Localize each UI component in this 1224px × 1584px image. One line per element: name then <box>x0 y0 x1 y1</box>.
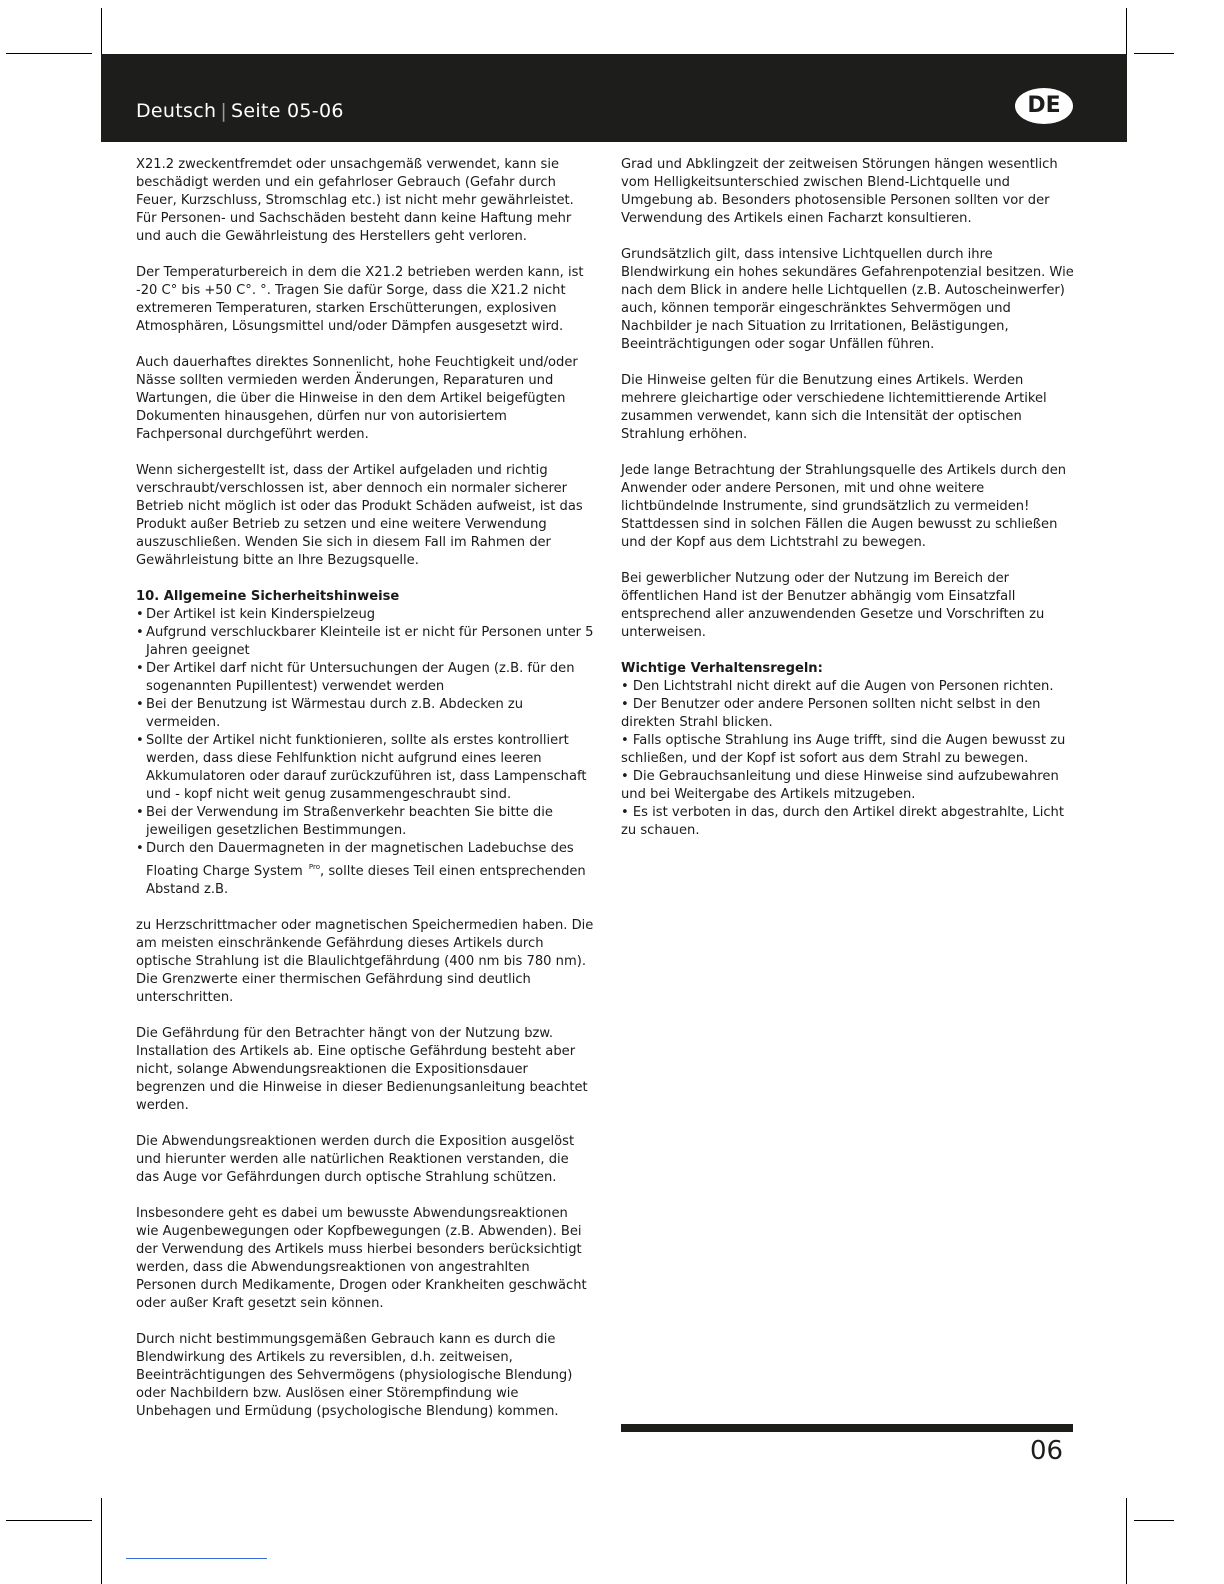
list-item: • Der Artikel darf nicht für Untersuchungen der Augen (z.B. für den sogenannten Pupillentest) verwendet werden <box>136 660 594 696</box>
header-separator: | <box>220 100 228 122</box>
page-header <box>101 54 1127 142</box>
list-item-text: , sollte dieses Teil einen entsprechenden Abstand z.B. <box>146 864 586 897</box>
paragraph: zu Herzschrittmacher oder magnetischen Speichermedien haben. Die am meisten einschränkende Gefährdung dieses Artikels durch optische Strahlung ist die Blaulichtgefährdung (400 nm bis 780 nm). Die Grenzwerte einer thermischen Gefährdung sind deutlich unterschritten. <box>136 918 594 1005</box>
paragraph: Grad und Abklingzeit der zeitweisen Störungen hängen wesentlich vom Helligkeitsunterschied zwischen Blend-Lichtquelle und Umgebung ab. Besonders photosensible Personen sollten vor der Verwendung des Artikels einen Facharzt konsultieren. <box>621 157 1058 226</box>
paragraph: Die Abwendungsreaktionen werden durch die Exposition ausgelöst und hierunter werden alle natürlichen Reaktionen verstanden, die das Auge vor Gefährdungen durch optische Strahlung schützen. <box>136 1134 575 1185</box>
paragraph: Auch dauerhaftes direktes Sonnenlicht, hohe Feuchtigkeit und/oder Nässe sollten vermieden werden Änderungen, Reparaturen und Wartungen, die über die Hinweise in den dem Artikel beigefügten Dokumenten hinausgehen, dürfen nur von autorisiertem Fachpersonal durchgeführt werden. <box>136 355 578 442</box>
header-title <box>136 100 344 122</box>
list-item: • Sollte der Artikel nicht funktionieren, sollte als erstes kontrolliert werden, dass diese Fehlfunktion nicht aufgrund eines leeren Akkumulatoren oder darauf zurückzuführen ist, dass Lampenschaft und - kopf nicht weit genug zusammengeschraubt sind. <box>136 732 594 804</box>
list-item-text: Durch den Dauermagneten in der magnetischen Ladebuchse des Floating Charge System <box>146 841 574 879</box>
header-pages: Seite 05-06 <box>231 100 344 122</box>
crop-mark <box>6 53 92 54</box>
right-column <box>621 156 1077 840</box>
paragraph: Die Gefährdung für den Betrachter hängt von der Nutzung bzw. Installation des Artikels ab. Eine optische Gefährdung besteht aber nicht, solange Abwendungsreaktionen die Expositionsdauer begrenzen und die Hinweise in dieser Bedienungsanleitung beachtet werden. <box>136 1026 588 1113</box>
language-badge: DE <box>1015 88 1073 124</box>
crop-mark <box>1134 1520 1174 1521</box>
page-number: 06 <box>1030 1436 1064 1466</box>
header-language: Deutsch <box>136 100 217 122</box>
paragraph: Bei gewerblicher Nutzung oder der Nutzung im Bereich der öffentlichen Hand ist der Benutzer abhängig vom Einsatzfall entsprechend aller anzuwendenden Gesetze und Vorschriften zu unterweisen. <box>621 571 1045 640</box>
paragraph: Wenn sichergestellt ist, dass der Artikel aufgeladen und richtig verschraubt/verschlossen ist, aber dennoch ein normaler sicherer Betrieb nicht möglich ist oder das Produkt Schäden aufweist, ist das Produkt außer Betrieb zu setzen und eine weitere Verwendung auszuschließen. Wenden Sie sich in diesem Fall im Rahmen der Gewährleistung bitte an Ihre Bezugsquelle. <box>136 463 583 568</box>
paragraph: Grundsätzlich gilt, dass intensive Lichtquellen durch ihre Blendwirkung ein hohes sekundäres Gefahrenpotenzial besitzen. Wie nach dem Blick in andere helle Lichtquellen (z.B. Autoscheinwerfer) auch, können temporär eingeschränktes Sehvermögen und Nachbilder je nach Situation zu Irritationen, Belästigungen, Beeinträchtigungen oder sogar Unfällen führen. <box>621 247 1074 352</box>
list-item: • Falls optische Strahlung ins Auge trifft, sind die Augen bewusst zu schließen, und der Kopf ist sofort aus dem Strahl zu bewegen. <box>621 732 1077 768</box>
list-item: • Den Lichtstrahl nicht direkt auf die Augen von Personen richten. <box>621 678 1077 696</box>
decorative-line <box>126 1558 267 1559</box>
paragraph: Insbesondere geht es dabei um bewusste Abwendungsreaktionen wie Augenbewegungen oder Kopfbewegungen (z.B. Abwenden). Bei der Verwendung des Artikels muss hierbei besonders berücksichtigt werden, dass die Abwendungsreaktionen von angestrahlten Personen durch Medikamente, Drogen oder Krankheiten geschwächt oder außer Kraft gesetzt sein können. <box>136 1206 587 1311</box>
list-item: • Bei der Verwendung im Straßenverkehr beachten Sie bitte die jeweiligen gesetzlichen Bestimmungen. <box>136 804 594 840</box>
list-item: • Aufgrund verschluckbarer Kleinteile ist er nicht für Personen unter 5 Jahren geeignet <box>136 624 594 660</box>
list-item: • Der Artikel ist kein Kinderspielzeug <box>136 606 594 624</box>
superscript-pro: Pro <box>308 863 321 871</box>
crop-mark <box>1134 53 1174 54</box>
crop-mark <box>6 1520 92 1521</box>
left-column <box>136 156 594 1439</box>
list-item: • Der Benutzer oder andere Personen sollten nicht selbst in den direkten Strahl blicken. <box>621 696 1077 732</box>
section-heading: 10. Allgemeine Sicherheitshinweise <box>136 589 400 604</box>
list-item: • Es ist verboten in das, durch den Artikel direkt abgestrahlte, Licht zu schauen. <box>621 804 1077 840</box>
safety-list <box>136 606 594 899</box>
list-item <box>136 840 594 899</box>
paragraph: Durch nicht bestimmungsgemäßen Gebrauch kann es durch die Blendwirkung des Artikels zu reversiblen, d.h. zeitweisen, Beeinträchtigungen des Sehvermögens (physiologische Blendung) oder Nachbildern bzw. Auslösen einer Störempfindung wie Unbehagen und Ermüdung (psychologische Blendung) kommen. <box>136 1332 573 1419</box>
list-item: • Bei der Benutzung ist Wärmestau durch z.B. Abdecken zu vermeiden. <box>136 696 594 732</box>
crop-mark <box>1126 1498 1127 1584</box>
footer-rule <box>621 1424 1073 1432</box>
paragraph: Die Hinweise gelten für die Benutzung eines Artikels. Werden mehrere gleichartige oder verschiedene lichtemittierende Artikel zusammen verwendet, kann sich die Intensität der optischen Strahlung erhöhen. <box>621 373 1047 442</box>
crop-mark <box>101 1498 102 1584</box>
list-item: • Die Gebrauchsanleitung und diese Hinweise sind aufzubewahren und bei Weitergabe des Artikels mitzugeben. <box>621 768 1077 804</box>
paragraph: Jede lange Betrachtung der Strahlungsquelle des Artikels durch den Anwender oder andere Personen, mit und ohne weitere lichtbündelnde Instrumente, sind grundsätzlich zu vermeiden! Stattdessen sind in solchen Fällen die Augen bewusst zu schließen und der Kopf aus dem Lichtstrahl zu bewegen. <box>621 463 1067 550</box>
paragraph: X21.2 zweckentfremdet oder unsachgemäß verwendet, kann sie beschädigt werden und ein gefahrloser Gebrauch (Gefahr durch Feuer, Kurzschluss, Stromschlag etc.) ist nicht mehr gewährleistet. Für Personen- und Sachschäden besteht dann keine Haftung mehr und auch die Gewährleistung des Herstellers geht verloren. <box>136 157 574 244</box>
section-heading: Wichtige Verhaltensregeln: <box>621 661 823 676</box>
rules-list <box>621 678 1077 840</box>
paragraph: Der Temperaturbereich in dem die X21.2 betrieben werden kann, ist -20 C° bis +50 C°. °. Tragen Sie dafür Sorge, dass die X21.2 nicht extremeren Temperaturen, starken Erschütterungen, explosiven Atmosphären, Lösungsmittel und/oder Dämpfen ausgesetzt wird. <box>136 265 584 334</box>
